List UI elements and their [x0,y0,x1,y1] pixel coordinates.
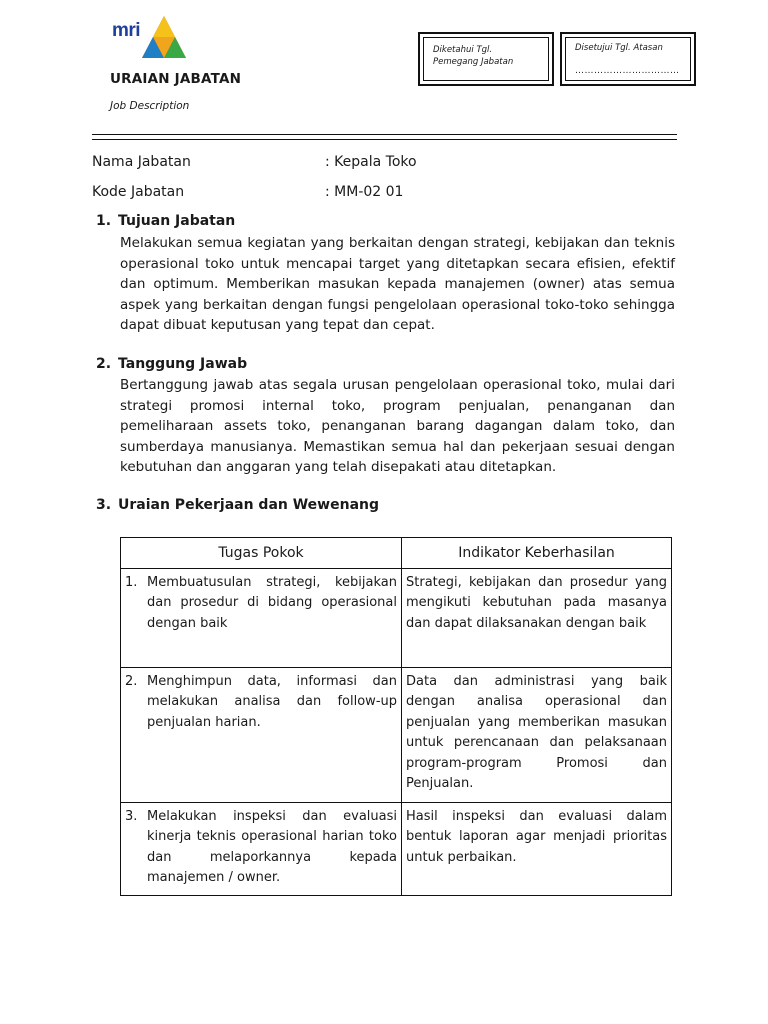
table-row [121,569,672,668]
table-header-row [121,538,672,569]
section-heading-purpose [96,213,235,229]
job-code-value: : MM-02 01 [325,184,404,200]
task-cell [121,569,402,668]
approval-holder-line1: Diketahui Tgl. [433,45,493,55]
document-subtitle: Job Description [110,100,190,112]
approval-box-superior [560,32,696,86]
approval-holder-line2: Pemegang Jabatan [433,57,514,67]
signature-line: …………………………… [575,66,680,76]
logo-text: mri [112,20,141,41]
section-heading-responsibility [96,356,247,372]
task-number: 1. [125,575,138,590]
job-name-label: Nama Jabatan [92,154,191,170]
duties-table [120,537,672,896]
job-code-label: Kode Jabatan [92,184,185,200]
section-number: 1. [96,213,112,229]
section-body-purpose: Melakukan semua kegiatan yang berkaitan dengan strategi, kebijakan dan teknis operasional toko untuk mencapai target yang ditetapkan secara efisien, efektif dan optimum. Memberikan masukan kepada manajemen (owner) atas semua aspek yang berkaitan dengan fungsi pengelolaan operasional toko-toko sehingga dapat dibuat keputusan yang tepat dan cepat. [120,235,675,334]
indicator-cell: Strategi, kebijakan dan prosedur yang mengikuti kebutuhan pada masanya dan dapat dilaksanakan dengan baik [402,569,672,668]
table-row [121,803,672,896]
table-row [121,668,672,803]
approval-superior-label: Disetujui Tgl. Atasan [575,43,663,53]
section-body-responsibility: Bertanggung jawab atas segala urusan pengelolaan operasional toko, mulai dari strategi promosi internal toko, program penjualan, penanganan dan pemeliharaan assets toko, penanganan barang dagangan dalam toko, dan sumberdaya manusianya. Memastikan semua hal dan pekerjaan sesuai dengan kebutuhan dan anggaran yang telah disepakati atau ditetapkan. [120,377,675,476]
task-text: Menghimpun data, informasi dan melakukan analisa dan follow-up penjualan harian. [147,674,397,730]
section-title: Tujuan Jabatan [118,213,236,229]
job-name-value: : Kepala Toko [325,154,417,170]
column-header-indicator: Indikator Keberhasilan [402,538,672,569]
task-number: 2. [125,674,138,689]
section-title: Uraian Pekerjaan dan Wewenang [118,497,380,513]
approval-box-holder [418,32,554,86]
section-number: 2. [96,356,112,372]
company-logo [112,14,188,66]
section-number: 3. [96,497,112,513]
task-text: Membuatusulan strategi, kebijakan dan prosedur di bidang operasional dengan baik [147,575,397,631]
indicator-cell: Hasil inspeksi dan evaluasi dalam bentuk laporan agar menjadi prioritas untuk perbaikan. [402,803,672,896]
section-title: Tanggung Jawab [118,356,248,372]
column-header-task: Tugas Pokok [121,538,402,569]
task-cell [121,668,402,803]
header-divider-top [92,134,677,135]
section-heading-duties [96,497,379,513]
indicator-cell: Data dan administrasi yang baik dengan analisa operasional dan penjualan yang memberikan masukan untuk perencanaan dan pelaksanaan program-program Promosi dan Penjualan. [402,668,672,803]
header-divider-bottom [92,139,677,140]
task-number: 3. [125,809,138,824]
task-text: Melakukan inspeksi dan evaluasi kinerja teknis operasional harian toko dan melaporkannya kepada manajemen / owner. [147,809,397,886]
document-title: URAIAN JABATAN [110,71,242,87]
task-cell [121,803,402,896]
